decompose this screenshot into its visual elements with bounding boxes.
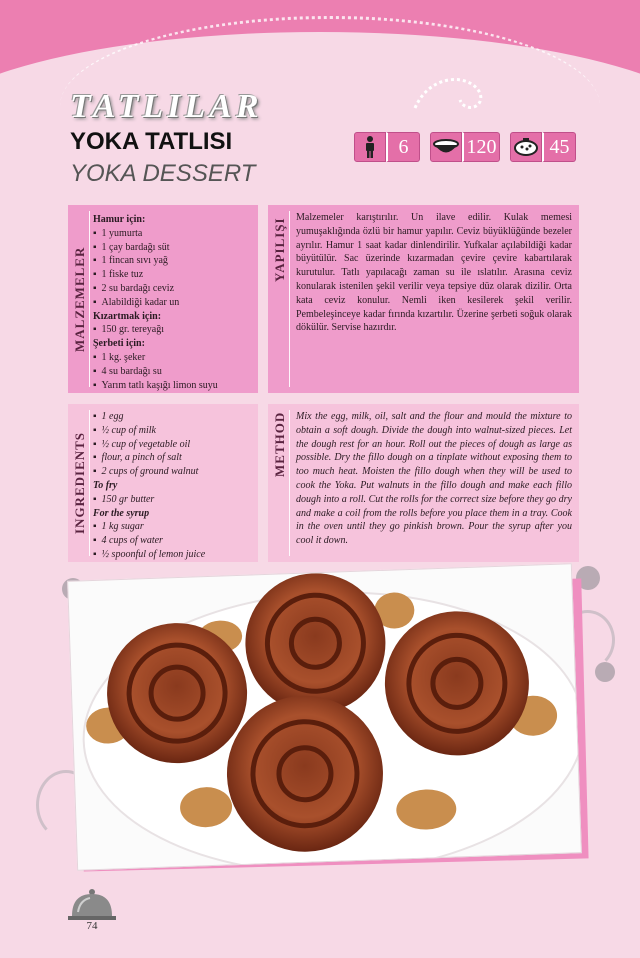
recipe-title: YOKA TATLISI bbox=[70, 128, 233, 155]
pot-icon bbox=[430, 132, 462, 162]
person-icon bbox=[354, 132, 386, 162]
recipe-subtitle: YOKA DESSERT bbox=[70, 160, 256, 187]
ingredient-item: ▪ 2 cups of ground walnut bbox=[93, 465, 255, 479]
category-title: TATLILAR bbox=[70, 88, 263, 125]
ingredients-en-panel bbox=[68, 404, 258, 562]
ingredient-item: ▪ ½ cup of vegetable oil bbox=[93, 438, 255, 452]
recipe-stats bbox=[354, 132, 576, 162]
tray-icon bbox=[510, 132, 542, 162]
ingredient-item: ▪ ½ cup of milk bbox=[93, 424, 255, 438]
ingredient-item: ▪ 1 fiske tuz bbox=[93, 268, 255, 282]
ingredients-tr-panel bbox=[68, 205, 258, 393]
ingredients-en-label: INGREDIENTS bbox=[72, 431, 87, 535]
ingredient-item: ▪ 1 fincan sıvı yağ bbox=[93, 254, 255, 268]
servings-value: 6 bbox=[386, 132, 420, 162]
method-en-label: METHOD bbox=[272, 411, 287, 477]
prep-time-value: 120 bbox=[462, 132, 500, 162]
page-number: 74 bbox=[86, 920, 98, 932]
ingredient-heading: Kızartmak için: bbox=[93, 310, 162, 322]
ingredient-item: ▪ 150 gr butter bbox=[93, 493, 255, 507]
servings-stat bbox=[354, 132, 420, 162]
ingredient-item: ▪ Alabildiği kadar un bbox=[93, 296, 255, 310]
method-en-text: Mix the egg, milk, oil, salt and the flour and mould the mixture to obtain a soft dough. Divide the dough into walnut-sized pieces. Let the dough rest for an hour. Roll out the pieces of dough as large as possible. Dry the fillo dough on a tinplate without exposing them to too much heat. Moisten the fillo dough when they will be used to cook the Yoka. Put walnuts in the fillo dough and make each fillo dough into a roll. Cut the rolls for the correct size before they go dry and make a coil from the rolls before you place them in a tray. Cook in the oven until they go pinkish brown. Pour the syrup after you cool it down. bbox=[296, 411, 572, 547]
method-tr-panel bbox=[268, 205, 579, 393]
ingredient-heading: Hamur için: bbox=[93, 214, 146, 225]
ingredient-item: ▪ 4 su bardağı su bbox=[93, 365, 255, 379]
cloche-icon bbox=[68, 888, 116, 922]
dessert-photo bbox=[67, 563, 582, 870]
ingredient-item: ▪ 1 çay bardağı süt bbox=[93, 241, 255, 255]
method-tr-label: YAPILIŞI bbox=[272, 217, 287, 283]
ingredient-item: ▪ 4 cups of water bbox=[93, 534, 255, 548]
dot-ornament bbox=[595, 662, 615, 682]
cook-time-stat bbox=[510, 132, 576, 162]
ingredients-en-list bbox=[93, 410, 255, 562]
ingredient-heading: Şerbeti için: bbox=[93, 338, 145, 350]
divider bbox=[89, 410, 90, 556]
prep-time-stat bbox=[430, 132, 500, 162]
ingredients-tr-list bbox=[93, 213, 255, 392]
ingredient-heading: To fry bbox=[93, 479, 118, 491]
ingredient-item: ▪ 150 gr. tereyağı bbox=[93, 323, 255, 337]
ingredient-item: ▪ 2 su bardağı ceviz bbox=[93, 282, 255, 296]
divider bbox=[289, 211, 290, 387]
ingredients-tr-label: MALZEMELER bbox=[72, 246, 87, 352]
method-en-panel bbox=[268, 404, 579, 562]
ingredient-item: ▪ Yarım tatlı kaşığı limon suyu bbox=[93, 379, 255, 393]
method-tr-text: Malzemeler karıştırılır. Un ilave edilir. Kulak memesi yumuşaklığında özlü bir hamur yapılır. Ceviz büyüklüğünde bezeler ayrılır. Hamur 1 saat kadar dinlendirilir. Yufkalar açılabildiği kadar büyütülür. Sac üzerinde kızarmadan çevire çevire kabartılarak kurutulur. Tatlı yapılacağı zaman su ile ıslatılır. Arasına ceviz konularak istenilen şekil verilir veya tepsiye düz olarak dizilir. Orta kata ceviz konulur. Nemli iken kesilerek şekil verilir. Pembeleşinceye kadar fırında kızartılır. Üzerine şerbeti soğuk olarak dökülür. Servise hazırdır. bbox=[296, 212, 572, 334]
ingredient-item: ▪ 1 egg bbox=[93, 410, 255, 424]
ingredient-item: ▪ ½ spoonful of lemon juice bbox=[93, 548, 255, 562]
ingredient-item: ▪ flour, a pinch of salt bbox=[93, 451, 255, 465]
ingredient-heading: For the syrup bbox=[93, 507, 150, 519]
cook-time-value: 45 bbox=[542, 132, 576, 162]
ingredient-item: ▪ 1 kg sugar bbox=[93, 520, 255, 534]
ingredient-item: ▪ 1 yumurta bbox=[93, 227, 255, 241]
divider bbox=[89, 211, 90, 387]
ingredient-item: ▪ 1 kg. şeker bbox=[93, 351, 255, 365]
divider bbox=[289, 410, 290, 556]
scroll-ornament bbox=[410, 68, 490, 118]
